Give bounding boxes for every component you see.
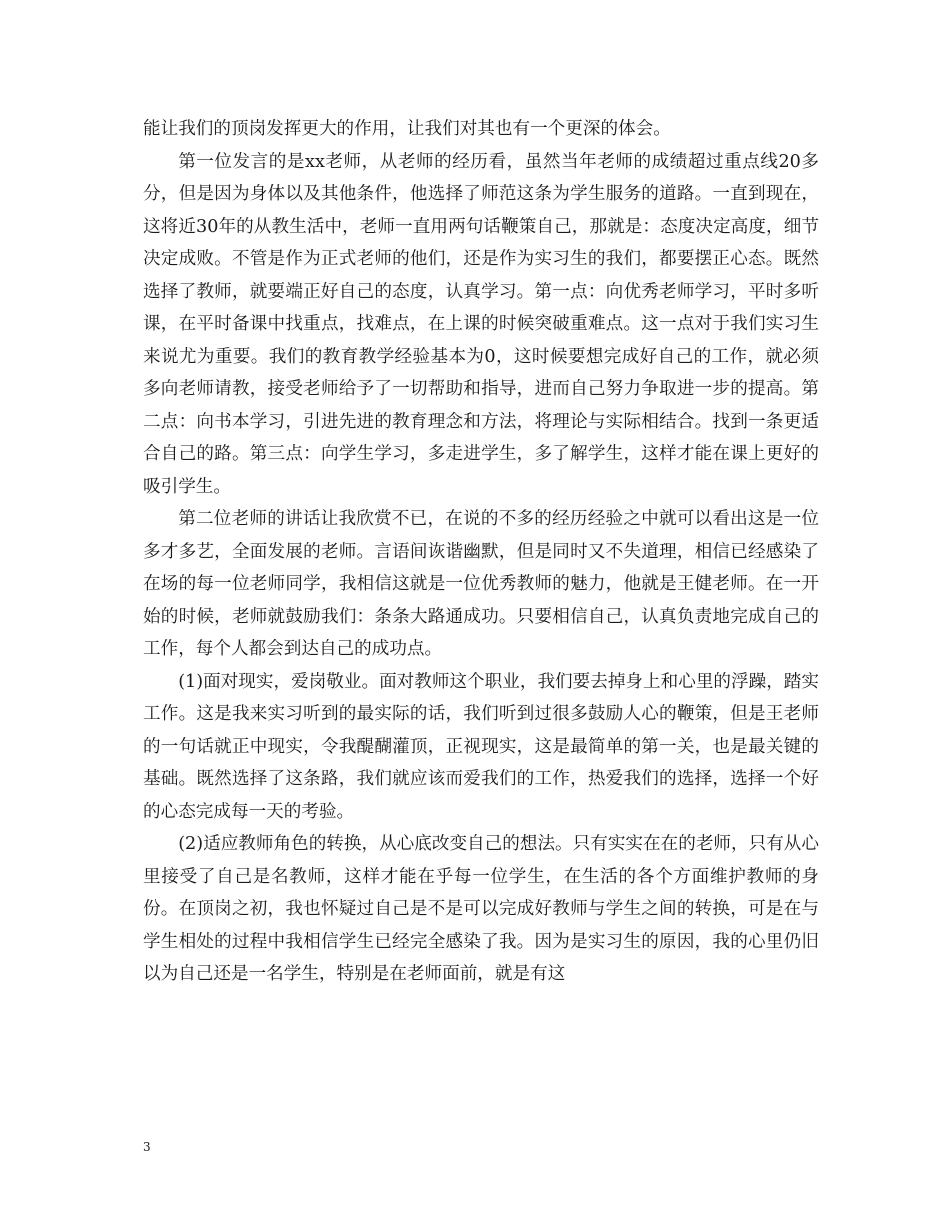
paragraph-point-1: (1)面对现实，爱岗敬业。面对教师这个职业，我们要去掉身上和心里的浮躁，踏实工作。这是我来实习听到的最实际的话，我们听到过很多鼓励人心的鞭策，但是王老师的一句话就正中现实，令我醍醐灌顶，正视现实，这是最简单的第一关，也是最关键的基础。既然选择了这条路，我们就应该而爱我们的工作，热爱我们的选择，选择一个好的心态完成每一天的考验。 [143, 671, 819, 822]
document-body [143, 113, 819, 991]
page-number: 3 [143, 1140, 151, 1154]
paragraph-continuation: 能让我们的顶岗发挥更大的作用，让我们对其也有一个更深的体会。 [143, 119, 671, 139]
paragraph-second-speaker: 第二位老师的讲话让我欣赏不已，在说的不多的经历经验之中就可以看出这是一位多才多艺，全面发展的老师。言语间诙谐幽默，但是同时又不失道理，相信已经感染了在场的每一位老师同学，我相信这就是一位优秀教师的魅力，他就是王健老师。在一开始的时候，老师就鼓励我们：条条大路通成功。只要相信自己，认真负责地完成自己的工作，每个人都会到达自己的成功点。 [143, 509, 819, 659]
paragraph-point-2: (2)适应教师角色的转换，从心底改变自己的想法。只有实实在在的老师，只有从心里接受了自己是名教师，这样才能在乎每一位学生，在生活的各个方面维护教师的身份。在顶岗之初，我也怀疑过自己是不是可以完成好教师与学生之间的转换，可是在与学生相处的过程中我相信学生已经完全感染了我。因为是实习生的原因，我的心里仍旧以为自己还是一名学生，特别是在老师面前，就是有这 [143, 834, 819, 984]
paragraph-first-speaker: 第一位发言的是xx老师，从老师的经历看，虽然当年老师的成绩超过重点线20多分，但是因为身体以及其他条件，他选择了师范这条为学生服务的道路。一直到现在，这将近30年的从教生活中，老师一直用两句话鞭策自己，那就是：态度决定高度，细节决定成败。不管是作为正式老师的他们，还是作为实习生的我们，都要摆正心态。既然选择了教师，就要端正好自己的态度，认真学习。第一点：向优秀老师学习，平时多听课，在平时备课中找重点，找难点，在上课的时候突破重难点。这一点对于我们实习生来说尤为重要。我们的教育教学经验基本为0，这时候要想完成好自己的工作，就必须多向老师请教，接受老师给予了一切帮助和指导，进而自己努力争取进一步的提高。第二点：向书本学习，引进先进的教育理念和方法，将理论与实际相结合。找到一条更适合自己的路。第三点：向学生学习，多走进学生，多了解学生，这样才能在课上更好的吸引学生。 [143, 151, 819, 497]
